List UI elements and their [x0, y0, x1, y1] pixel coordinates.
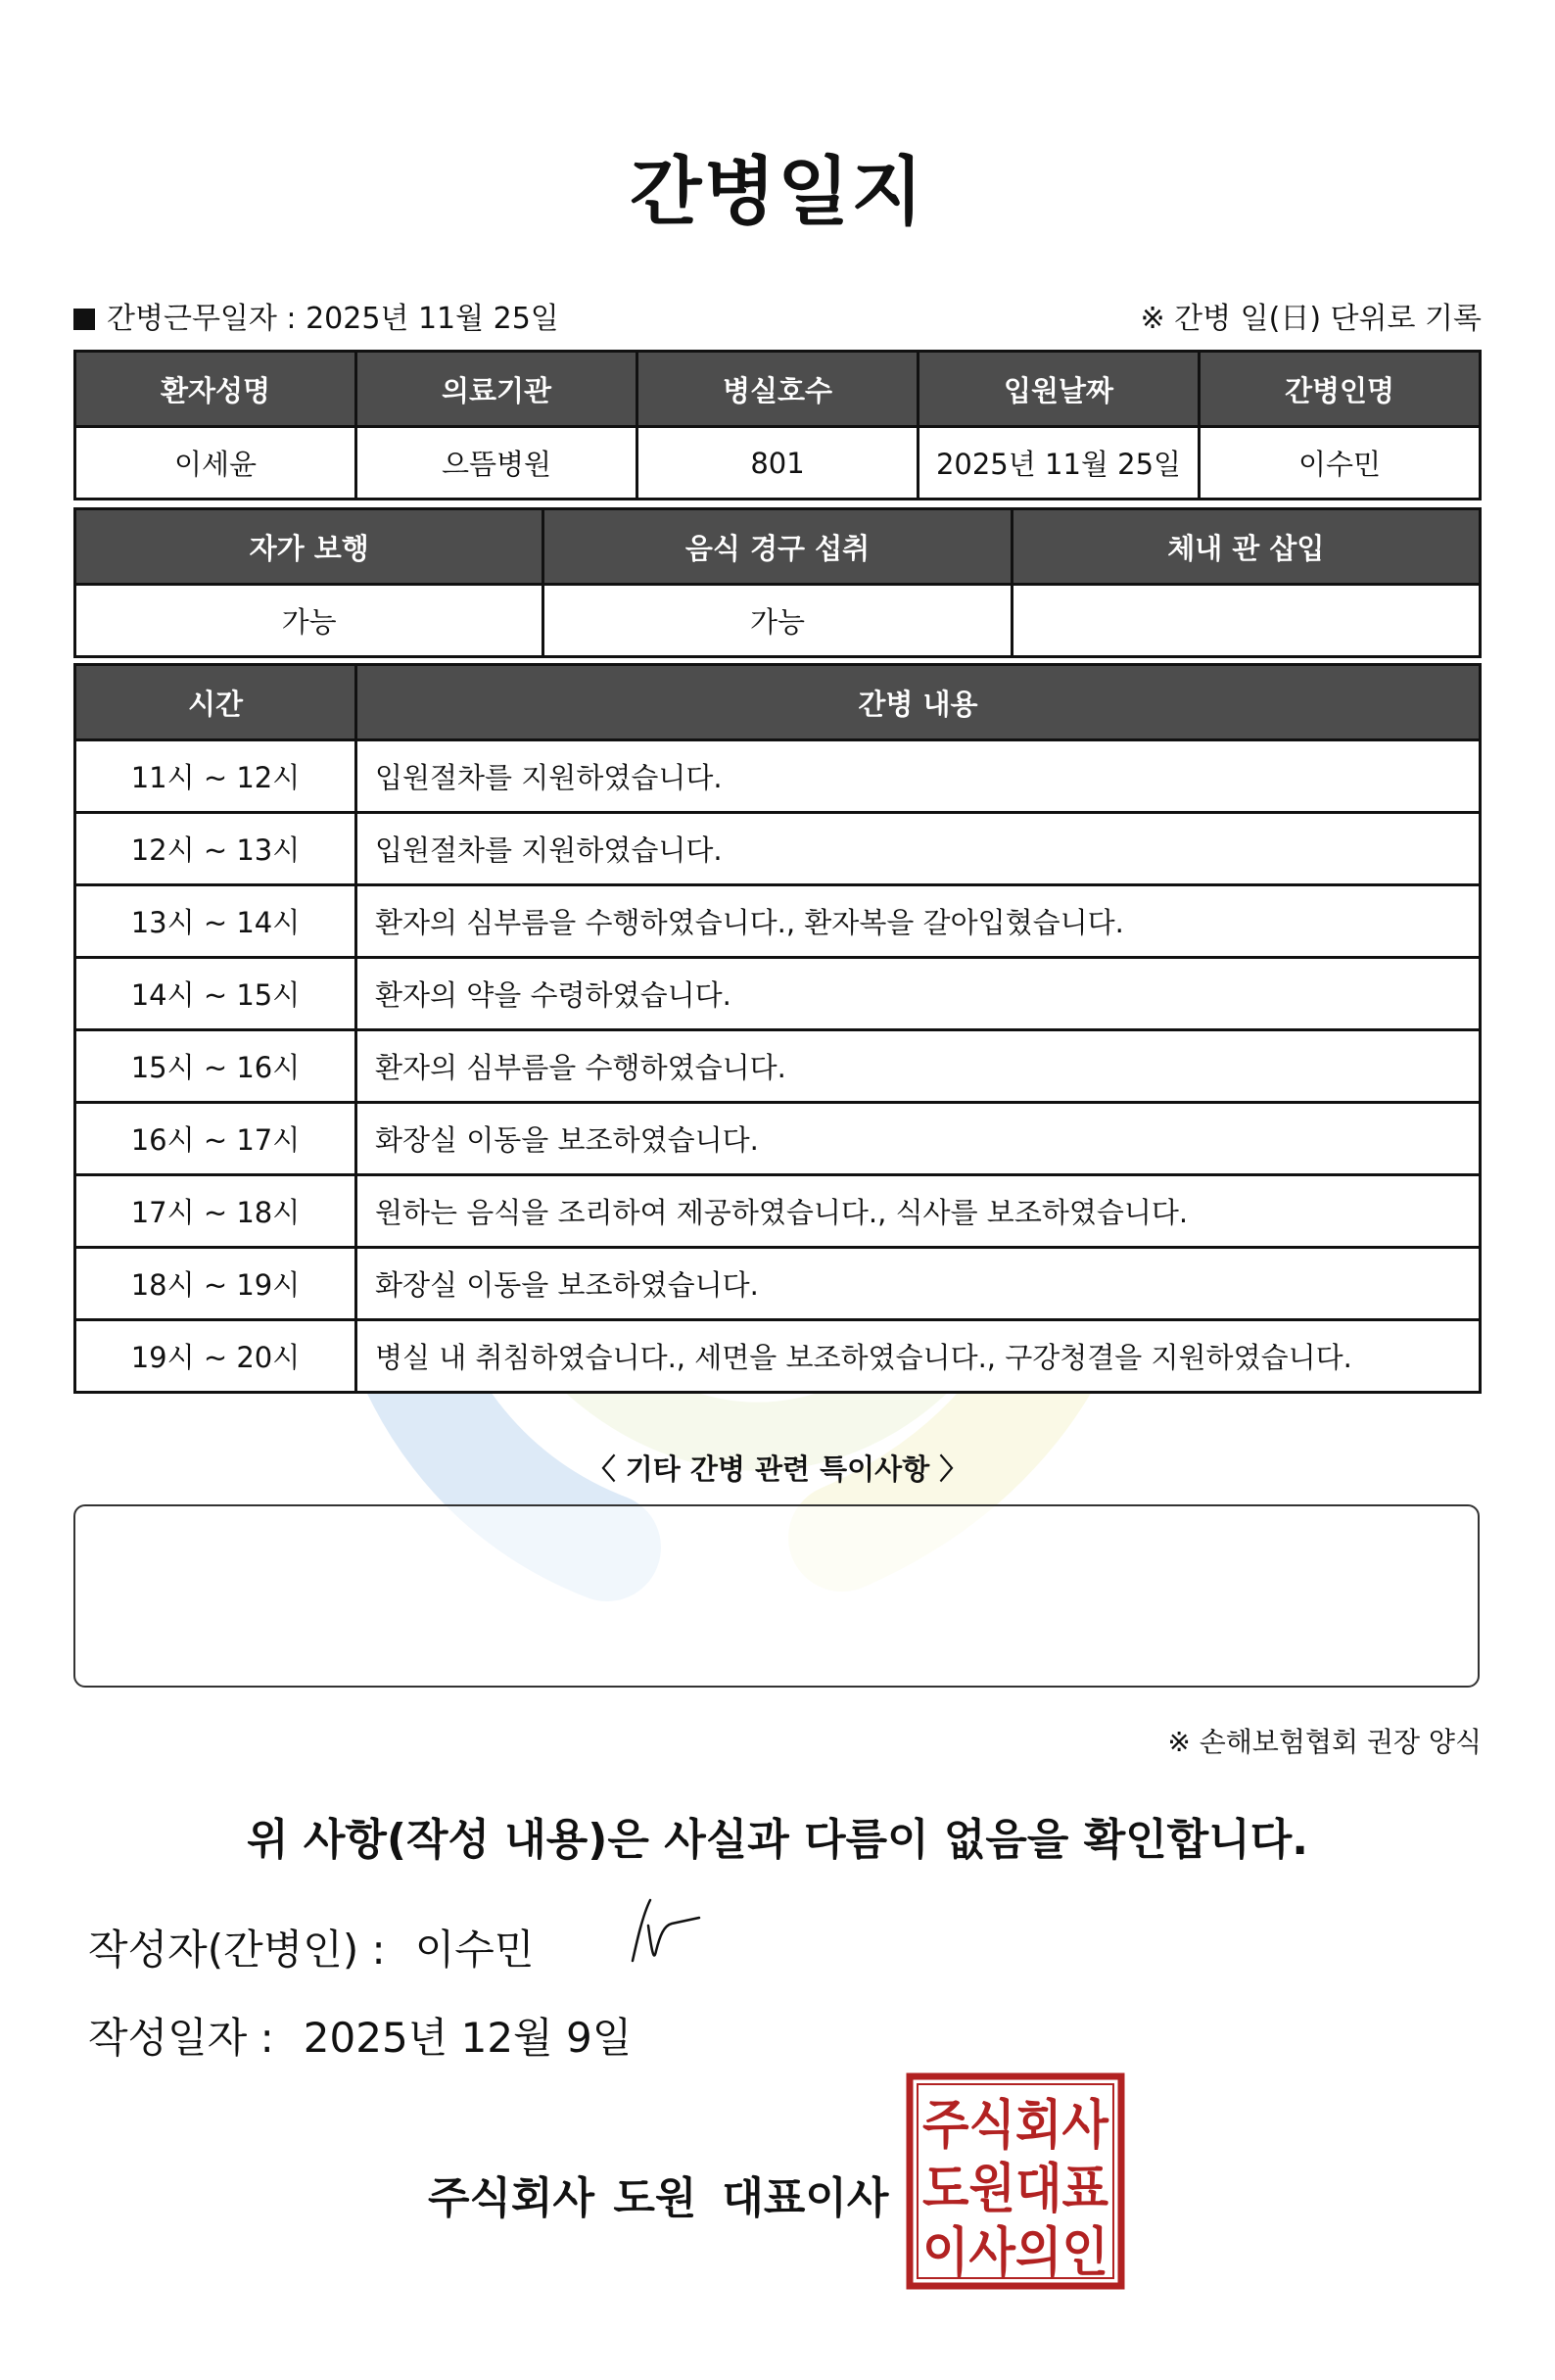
- log-time: 18시 ~ 19시: [75, 1248, 356, 1320]
- log-time: 14시 ~ 15시: [75, 958, 356, 1030]
- room-number: 801: [637, 427, 919, 500]
- status-header-row: [75, 509, 1481, 585]
- company-line: [428, 2163, 888, 2225]
- oral-intake-value: 가능: [543, 585, 1012, 657]
- header-room-number: 병실호수: [637, 352, 919, 427]
- log-content: 병실 내 취침하였습니다., 세면을 보조하였습니다., 구강청결을 지원하였습니다.: [356, 1320, 1481, 1393]
- work-date: [73, 294, 559, 337]
- log-time: 17시 ~ 18시: [75, 1175, 356, 1248]
- log-content: 원하는 음식을 조리하여 제공하였습니다., 식사를 보조하였습니다.: [356, 1175, 1481, 1248]
- work-date-label: 간병근무일자 :: [107, 302, 297, 336]
- written-date-line: [88, 2006, 632, 2065]
- seal-line-1: 주식회사: [922, 2094, 1109, 2156]
- log-time: 16시 ~ 17시: [75, 1103, 356, 1175]
- header-admission-date: 입원날짜: [919, 352, 1200, 427]
- square-bullet-icon: [73, 309, 95, 330]
- table-row: [75, 1175, 1481, 1248]
- writer-label: 작성자(간병인) :: [88, 1926, 386, 1974]
- header-hospital: 의료기관: [356, 352, 637, 427]
- log-time: 19시 ~ 20시: [75, 1320, 356, 1393]
- log-content: 입원절차를 지원하였습니다.: [356, 813, 1481, 885]
- header-care-content: 간병 내용: [356, 665, 1481, 740]
- log-content: 화장실 이동을 보조하였습니다.: [356, 1103, 1481, 1175]
- written-date-value: 2025년 12월 9일: [303, 2014, 633, 2062]
- company-role: 대표이사: [722, 2173, 889, 2223]
- table-row: [75, 740, 1481, 813]
- written-date-label: 작성일자 :: [88, 2014, 274, 2062]
- header-time: 시간: [75, 665, 356, 740]
- recommendation-note: ※ 손해보험협회 권장 양식: [1167, 1726, 1482, 1758]
- header-patient-name: 환자성명: [75, 352, 356, 427]
- table-row: [75, 1103, 1481, 1175]
- log-content: 환자의 심부름을 수행하였습니다.: [356, 1030, 1481, 1103]
- care-log-table: [73, 663, 1482, 1394]
- log-time: 13시 ~ 14시: [75, 885, 356, 958]
- table-row: [75, 813, 1481, 885]
- table-row: [75, 1030, 1481, 1103]
- log-time: 12시 ~ 13시: [75, 813, 356, 885]
- patient-status-table: [73, 507, 1482, 658]
- log-content: 입원절차를 지원하였습니다.: [356, 740, 1481, 813]
- seal-line-2: 도원대표: [922, 2158, 1108, 2219]
- header-tube-insertion: 체내 관 삽입: [1012, 509, 1480, 585]
- table-row: [75, 1320, 1481, 1393]
- status-value-row: [75, 585, 1481, 657]
- seal-line-3: 이사의인: [922, 2221, 1108, 2283]
- log-content: 환자의 약을 수령하였습니다.: [356, 958, 1481, 1030]
- patient-name: 이세윤: [75, 427, 356, 500]
- log-time: 11시 ~ 12시: [75, 740, 356, 813]
- document-title: 간병일지: [630, 148, 925, 235]
- patient-info-table: [73, 350, 1482, 500]
- table-row: [75, 885, 1481, 958]
- log-header-row: [75, 665, 1481, 740]
- hospital-name: 으뜸병원: [356, 427, 637, 500]
- tube-insertion-value: [1012, 585, 1480, 657]
- table-row: [75, 1248, 1481, 1320]
- writer-name: 이수민: [414, 1926, 535, 1974]
- patient-header-row: [75, 352, 1481, 427]
- notes-box: [73, 1504, 1480, 1688]
- company-name: 주식회사 도원: [428, 2173, 697, 2223]
- signature-image: [625, 1896, 703, 1965]
- notes-title: 〈 기타 간병 관련 특이사항 〉: [587, 1452, 968, 1486]
- admission-date: 2025년 11월 25일: [919, 427, 1200, 500]
- header-oral-intake: 음식 경구 섭취: [543, 509, 1012, 585]
- company-seal: [906, 2072, 1125, 2290]
- unit-note: ※ 간병 일(日) 단위로 기록: [1140, 302, 1482, 336]
- self-walking-value: 가능: [75, 585, 543, 657]
- confirmation-statement: 위 사항(작성 내용)은 사실과 다름이 없음을 확인합니다.: [247, 1815, 1308, 1865]
- caregiver-name: 이수민: [1200, 427, 1481, 500]
- log-content: 화장실 이동을 보조하였습니다.: [356, 1248, 1481, 1320]
- log-time: 15시 ~ 16시: [75, 1030, 356, 1103]
- table-row: [75, 958, 1481, 1030]
- header-self-walking: 자가 보행: [75, 509, 543, 585]
- header-caregiver-name: 간병인명: [1200, 352, 1481, 427]
- writer-line: [88, 1918, 534, 1976]
- patient-value-row: [75, 427, 1481, 500]
- log-content: 환자의 심부름을 수행하였습니다., 환자복을 갈아입혔습니다.: [356, 885, 1481, 958]
- work-date-value: 2025년 11월 25일: [306, 302, 559, 336]
